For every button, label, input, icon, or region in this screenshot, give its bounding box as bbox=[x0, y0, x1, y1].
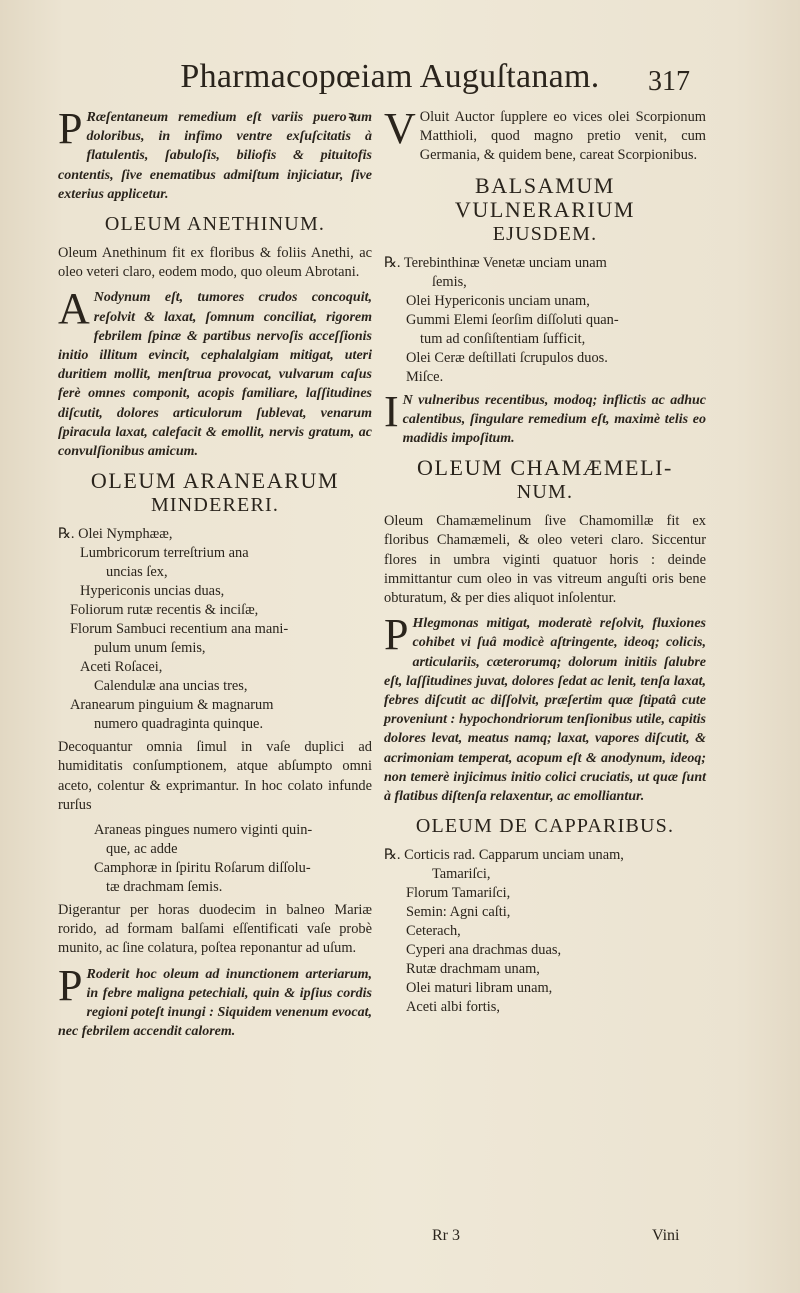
recipe-line: tum ad conſiſtentiam ſufficit, bbox=[420, 330, 586, 347]
drop-cap: I bbox=[384, 386, 399, 436]
recipe-line: Calendulæ ana uncias tres, bbox=[94, 678, 248, 695]
recipe-line: Araneas pingues numero viginti quin- bbox=[94, 822, 313, 839]
paragraph-praesentaneum bbox=[58, 104, 372, 204]
recipe-balsamum bbox=[384, 254, 706, 387]
recipe-line: tæ drachmam ſemis. bbox=[106, 879, 223, 896]
paragraph-decoquantur: Decoquantur omnia ſimul in vaſe duplici ad humiditatis conſumptionem, atque abſumpto omni aceto, colentur & exprimantur. In hoc colato infunde rurſus bbox=[58, 739, 372, 813]
heading-oleum-aranearum: OLEUM ARANEARUM bbox=[90, 468, 340, 494]
recipe-line: Aceti albi fortis, bbox=[406, 999, 500, 1016]
recipe-line: Olei maturi libram unam, bbox=[406, 980, 553, 997]
drop-cap: P bbox=[58, 960, 83, 1010]
paragraph-text: Ræſentaneum remedium eſt variis pueroꝛum doloribus, in infimo ventre exſuſcitatis à flatulentis, ſabuloſis, biliofis & pituitofis contentis, ſive enematibus admiſtum injiciatur, ſive exterius applicetur. bbox=[58, 110, 372, 202]
recipe-line: Hypericonis uncias duas, bbox=[80, 583, 225, 600]
drop-cap: P bbox=[58, 104, 83, 153]
recipe-line: Florum Tamariſci, bbox=[406, 885, 511, 902]
recipe-line: Florum Sambuci recentium ana mani- bbox=[70, 621, 289, 638]
heading-balsamum-vulnerarium: BALSAMUM VULNERARIUM bbox=[454, 172, 636, 222]
drop-cap: P bbox=[384, 610, 409, 660]
recipe-line: Foliorum rutæ recentis & inciſæ, bbox=[70, 602, 259, 619]
heading-num: NUM. bbox=[516, 481, 574, 504]
recipe-line: Olei Hypericonis unciam unam, bbox=[406, 292, 590, 309]
recipe-line: Tamariſci, bbox=[432, 866, 491, 883]
recipe-line: Semin: Agni caſti, bbox=[406, 904, 511, 921]
recipe-aranearum bbox=[58, 525, 372, 734]
recipe-araneas bbox=[58, 821, 372, 897]
paragraph-text: Nodynum eſt, tumores crudos concoquit, reſolvit & laxat, ſomnum conciliat, rigorem febrilem ſpinæ & partibus nervoſis acceſſionis initio illitum evincit, cephalalgiam mitigat, uteri duritiem mollit, menſtrua provocat, vulvarum caſus ferè omnes componit, acopis familiare, laſſitudines diſcutit, dolores articulorum ſublevat, venarum ſpiracula laxat, calefacit & emollit, nervis gratum, ac convulſionibus amicum. bbox=[58, 290, 372, 460]
recipe-line: uncias ſex, bbox=[106, 564, 168, 581]
paragraph-text: N vulneribus recentibus, modoq; inflictis ac adhuc calentibus, ſingulare remedium eſt, maximè telis eo madidis impoſitum. bbox=[402, 392, 706, 447]
recipe-line: numero quadraginta quinque. bbox=[94, 716, 264, 733]
recipe-line: Olei Ceræ deſtillati ſcrupulos duos. bbox=[406, 349, 608, 366]
drop-cap: V bbox=[384, 104, 416, 153]
recipe-line: Aranearum pinguium & magnarum bbox=[70, 697, 274, 714]
paragraph-text: Oluit Auctor ſupplere eo vices olei Scorpionum Matthioli, quod magno pretio venit, cum Germania, & quidem bene, careat Scorpionibus. bbox=[419, 109, 706, 164]
heading-oleum-anethinum: OLEUM ANETHINUM. bbox=[104, 213, 326, 236]
paragraph-anethinum: Oleum Anethinum fit ex floribus & foliis Anethi, ac oleo veteri claro, eodem modo, quo oleum Abrotani. bbox=[58, 245, 372, 281]
signature-mark: Rr 3 bbox=[432, 1227, 460, 1244]
recipe-line: Gummi Elemi ſeorſim diſſoluti quan- bbox=[406, 311, 619, 328]
paragraph-chamaemelinum: Oleum Chamæmelinum ſive Chamomillæ fit ex floribus Chamæmeli, & oleo veteri claro. Siccentur flores in umbra viginti quatuor horis : deinde immittantur cum oleo in vas vitreum anguſti oris bene obturatum, & per dies aliquot inſolentur. bbox=[384, 513, 706, 607]
paragraph-digerantur: Digerantur per horas duodecim in balneo Mariæ rorido, ad formam balſami eſſentificati vaſe probè munito, ac ſine colatura, poſtea reponantur ad uſum. bbox=[58, 902, 372, 957]
running-header-title: Pharmacopœiam Auguſtanam. bbox=[180, 58, 600, 95]
drop-cap: A bbox=[58, 284, 90, 334]
left-column bbox=[58, 104, 372, 1047]
recipe-line: Miſce. bbox=[406, 368, 444, 385]
paragraph-text: Hlegmonas mitigat, moderatè reſolvit, fluxiones cohibet vi ſuâ modicè aſtringente, ideoq; colicis, articulariis, cæterorumq; dolorum initiis ſalubre eſt, laſſitudines juvat, dolores ſedat ac lenit, tenſa laxat, febres diſcutit ac diſſolvit, præſertim quæ ſtipatâ cute proveniunt : hypochondriorum tenſionibus utile, capitis dolores levat, meatus namq; laxat, vapores diſcutit, & acrimoniam temperat, acopum eſt & anodynum, ideoq; non temerè injicimus initio colici cruciatis, ut quæ ſunt à flatibus diſtenſa relaxentur, ac emolliantur. bbox=[384, 616, 706, 805]
recipe-line: ℞. Corticis rad. Capparum unciam unam, bbox=[384, 847, 624, 864]
recipe-line: Lumbricorum terreſtrium ana bbox=[80, 545, 249, 562]
paragraph-in-vulneribus bbox=[384, 386, 706, 449]
recipe-line: ℞. Olei Nymphææ, bbox=[58, 526, 173, 543]
paragraph-phlegmonas bbox=[384, 610, 706, 806]
right-column bbox=[384, 104, 706, 1021]
paragraph-anodynum bbox=[58, 284, 372, 461]
heading-oleum-chamaemelinum: OLEUM CHAMÆMELI- bbox=[417, 455, 673, 481]
recipe-line: Camphoræ in ſpiritu Roſarum diſſolu- bbox=[94, 860, 311, 877]
recipe-line: Cyperi ana drachmas duas, bbox=[406, 942, 562, 959]
paragraph-voluit bbox=[384, 104, 706, 166]
recipe-line: que, ac adde bbox=[106, 841, 178, 858]
recipe-line: Aceti Roſacei, bbox=[80, 659, 163, 676]
recipe-line: Rutæ drachmam unam, bbox=[406, 961, 540, 978]
recipe-line: pulum unum ſemis, bbox=[94, 640, 206, 657]
catchword: Vini bbox=[652, 1227, 680, 1244]
heading-oleum-de-capparibus: OLEUM DE CAPPARIBUS. bbox=[415, 815, 675, 838]
page-number: 317 bbox=[648, 66, 690, 97]
heading-mindereri: MINDERERI. bbox=[150, 494, 280, 517]
paragraph-text: Roderit hoc oleum ad inunctionem arteriarum, in febre maligna petechiali, quin & ipſius cordis regioni poteſt inungi : Siquidem venenum evocat, nec febrilem accendit calorem. bbox=[58, 966, 372, 1040]
recipe-line: ſemis, bbox=[432, 273, 467, 290]
paragraph-roderit bbox=[58, 960, 372, 1042]
heading-ejusdem: EJUSDEM. bbox=[492, 222, 598, 245]
recipe-line: Ceterach, bbox=[406, 923, 461, 940]
recipe-capparibus bbox=[384, 846, 706, 1017]
recipe-line: ℞. Terebinthinæ Venetæ unciam unam bbox=[384, 254, 607, 271]
